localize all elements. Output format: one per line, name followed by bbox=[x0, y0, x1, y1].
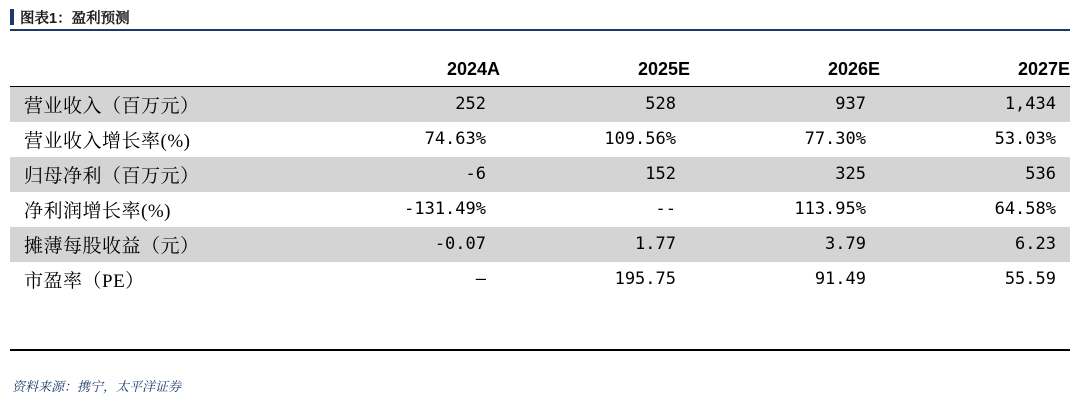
table-body bbox=[10, 87, 1070, 297]
row-value: 55.59 bbox=[1004, 269, 1056, 289]
row-value: -- bbox=[655, 199, 676, 219]
row-label: 摊薄每股收益（元） bbox=[10, 227, 310, 262]
page-title: 图表1：盈利预测 bbox=[20, 10, 130, 27]
row-value: 536 bbox=[880, 157, 1070, 192]
row-value: 152 bbox=[500, 157, 690, 192]
source-note: 资料来源：携宁，太平洋证券 bbox=[12, 379, 182, 394]
figure-title-row bbox=[10, 4, 1070, 30]
row-value: 74.63% bbox=[424, 129, 486, 149]
title-divider bbox=[10, 29, 1070, 31]
table-row bbox=[10, 122, 1070, 157]
row-value: 6.23 bbox=[880, 227, 1070, 262]
row-value: 1.77 bbox=[500, 227, 690, 262]
table-row bbox=[10, 262, 1070, 297]
title-accent-icon bbox=[10, 9, 14, 25]
column-header-metric bbox=[10, 52, 310, 86]
column-header-2026e: 2026E bbox=[827, 58, 880, 79]
row-value: 937 bbox=[690, 87, 880, 122]
row-value: 325 bbox=[690, 157, 880, 192]
row-value: 1,434 bbox=[880, 87, 1070, 122]
row-label: 营业收入（百万元） bbox=[10, 87, 310, 122]
row-value: — bbox=[475, 269, 486, 289]
column-header-2024a: 2024A bbox=[446, 58, 500, 79]
row-value: -6 bbox=[310, 157, 500, 192]
table-header-row bbox=[10, 52, 1070, 86]
row-value: 53.03% bbox=[994, 129, 1056, 149]
row-label: 净利润增长率(%) bbox=[24, 200, 171, 222]
row-label: 营业收入增长率(%) bbox=[24, 130, 191, 152]
row-value: -131.49% bbox=[404, 199, 486, 219]
row-value: 77.30% bbox=[804, 129, 866, 149]
row-value: 64.58% bbox=[994, 199, 1056, 219]
row-value: 109.56% bbox=[604, 129, 676, 149]
forecast-table-wrapper bbox=[10, 52, 1070, 297]
row-value: 528 bbox=[500, 87, 690, 122]
column-header-2027e: 2027E bbox=[1017, 58, 1070, 79]
table-row bbox=[10, 157, 1070, 192]
forecast-table bbox=[10, 52, 1070, 297]
row-value: -0.07 bbox=[310, 227, 500, 262]
row-value: 3.79 bbox=[690, 227, 880, 262]
row-label: 归母净利（百万元） bbox=[10, 157, 310, 192]
row-value: 113.95% bbox=[794, 199, 866, 219]
column-header-2025e: 2025E bbox=[637, 58, 690, 79]
row-label: 市盈率（PE） bbox=[24, 270, 145, 292]
table-row bbox=[10, 87, 1070, 122]
left-margin-bar bbox=[0, 0, 3, 402]
table-header bbox=[10, 52, 1070, 87]
row-value: 91.49 bbox=[814, 269, 866, 289]
row-value: 195.75 bbox=[614, 269, 676, 289]
table-row bbox=[10, 227, 1070, 262]
row-value: 252 bbox=[310, 87, 500, 122]
table-bottom-divider bbox=[10, 349, 1070, 351]
table-row bbox=[10, 192, 1070, 227]
